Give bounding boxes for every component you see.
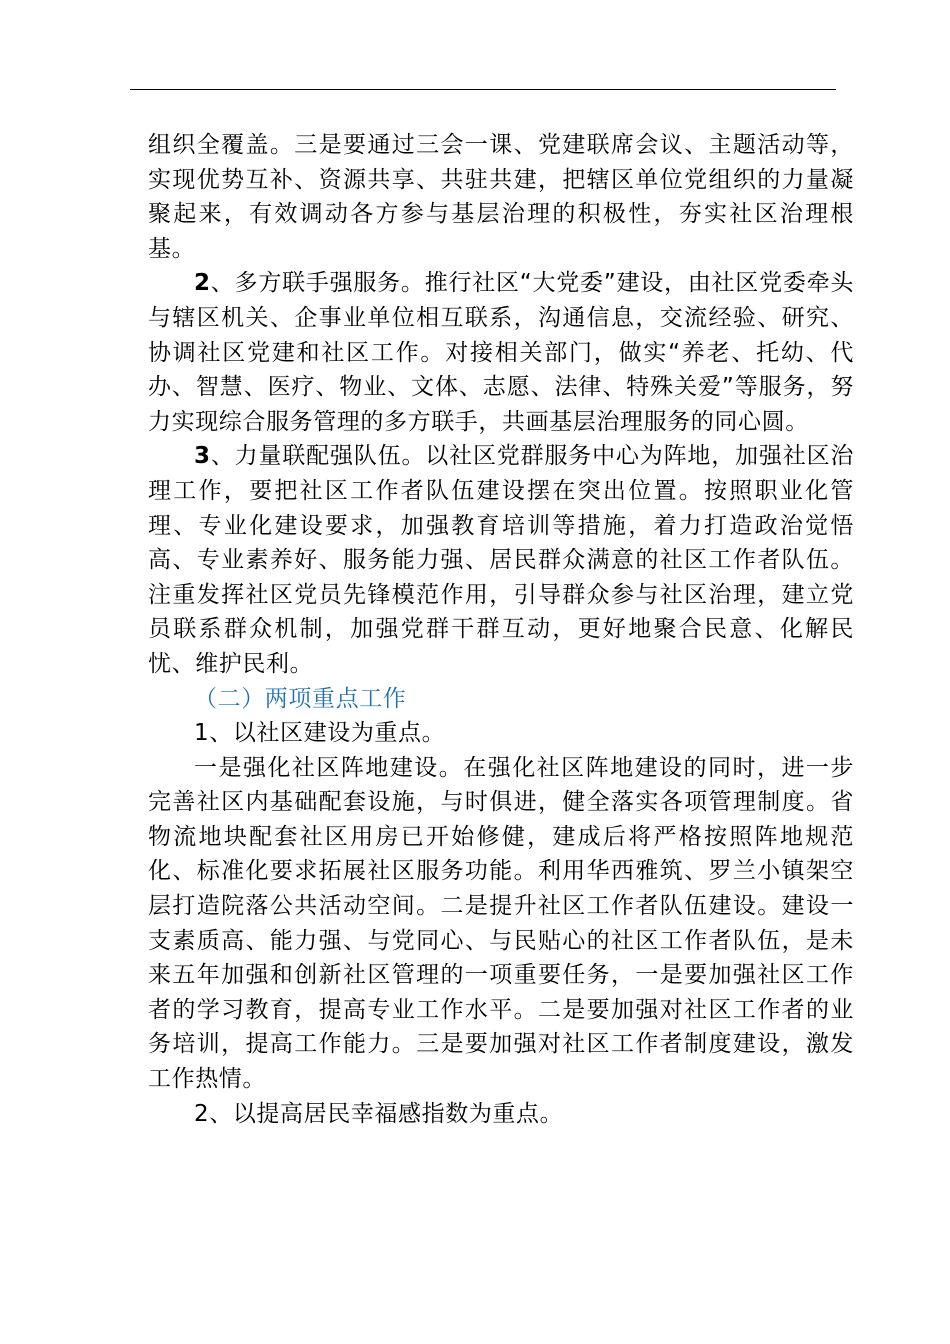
paragraph-continuation (148, 128, 854, 266)
section-subheading (148, 682, 854, 717)
paragraph-point-2 (148, 1097, 854, 1132)
paragraph-point-1 (148, 716, 854, 751)
paragraph-text: 组织全覆盖。三是要通过三会一课、党建联席会议、主题活动等，实现优势互补、资源共享、共驻共建，把辖区单位党组织的力量凝聚起来，有效调动各方参与基层治理的积极性，夯实社区治理根基。 (148, 132, 854, 262)
subheading-text: （二）两项重点工作 (194, 685, 407, 712)
header-rule (130, 89, 836, 90)
paragraph-item-2 (148, 266, 854, 439)
paragraph-text: 一是强化社区阵地建设。在强化社区阵地建设的同时，进一步完善社区内基础配套设施，与时俱进，健全落实各项管理制度。省物流地块配套社区用房已开始修健，建成后将严格按照阵地规范化、标准化要求拓展社区服务功能。利用华西雅筑、罗兰小镇架空层打造院落公共活动空间。二是提升社区工作者队伍建设。建设一支素质高、能力强、与党同心、与民贴心的社区工作者队伍，是未来五年加强和创新社区管理的一项重要任务，一是要加强社区工作者的学习教育，提高专业工作水平。二是要加强对社区工作者的业务培训，提高工作能力。三是要加强对社区工作者制度建设，激发工作热情。 (148, 754, 854, 1093)
document-body (148, 128, 854, 1131)
paragraph-text: 、多方联手强服务。推行社区“大党委”建设，由社区党委牵头与辖区机关、企事业单位相互联系，沟通信息，交流经验、研究、协调社区党建和社区工作。对接相关部门，做实“养老、托幼、代办、智慧、医疗、物业、文体、志愿、法律、特殊关爱”等服务，努力实现综合服务管理的多方联手，共画基层治理服务的同心圆。 (148, 270, 854, 435)
item-number: 2 (194, 270, 211, 297)
paragraph-text: 2、以提高居民幸福感指数为重点。 (194, 1100, 564, 1127)
item-number: 3 (194, 443, 211, 470)
paragraph-item-3 (148, 439, 854, 681)
paragraph-text: 1、以社区建设为重点。 (194, 720, 446, 747)
paragraph-text: 、力量联配强队伍。以社区党群服务中心为阵地，加强社区治理工作，要把社区工作者队伍建设摆在突出位置。按照职业化管理、专业化建设要求，加强教育培训等措施，着力打造政治觉悟高、专业素养好、服务能力强、居民群众满意的社区工作者队伍。注重发挥社区党员先锋模范作用，引导群众参与社区治理，建立党员联系群众机制，加强党群干群互动，更好地聚合民意、化解民忧、维护民利。 (148, 443, 854, 677)
paragraph-body (148, 751, 854, 1097)
